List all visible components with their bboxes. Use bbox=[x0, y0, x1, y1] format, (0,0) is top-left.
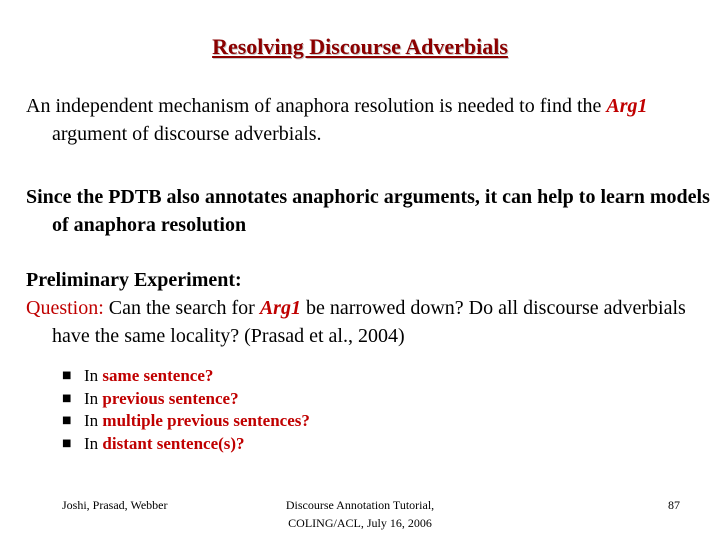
bullet-prefix: In bbox=[84, 411, 103, 430]
question-text-a: Can the search for bbox=[103, 297, 260, 319]
square-bullet-icon: ■ bbox=[62, 437, 72, 449]
p1-text-b: argument of discourse adverbials. bbox=[52, 123, 322, 145]
slide-title: Resolving Discourse Adverbials bbox=[212, 34, 508, 59]
square-bullet-icon: ■ bbox=[62, 370, 72, 381]
paragraph-pdtb: Since the PDTB also annotates anaphoric arguments, it can help to learn models of anaphora resolution bbox=[26, 186, 710, 236]
footer-event-line2: COLING/ACL, July 16, 2006 bbox=[288, 516, 432, 530]
list-item bbox=[62, 410, 310, 433]
paragraph-experiment bbox=[26, 266, 720, 350]
footer-event-line1: Discourse Annotation Tutorial, bbox=[285, 498, 435, 512]
experiment-heading: Preliminary Experiment: bbox=[26, 269, 242, 291]
page-number: 87 bbox=[668, 498, 680, 512]
question-arg1-term: Arg1 bbox=[259, 297, 301, 319]
p1-arg1-term: Arg1 bbox=[606, 95, 648, 117]
question-label: Question: bbox=[26, 297, 104, 319]
bullet-prefix: In bbox=[84, 388, 103, 408]
list-item bbox=[62, 365, 310, 388]
experiment-question bbox=[26, 294, 720, 350]
locality-bullet-list bbox=[62, 365, 310, 455]
list-item bbox=[62, 433, 310, 456]
p1-text-a: An independent mechanism of anaphora resolution is needed to find the bbox=[26, 95, 607, 117]
bullet-prefix: In bbox=[84, 433, 103, 453]
bullet-highlight: multiple previous sentences? bbox=[102, 411, 310, 430]
bullet-highlight: previous sentence? bbox=[102, 388, 239, 408]
footer-authors: Joshi, Prasad, Webber bbox=[62, 498, 168, 512]
square-bullet-icon: ■ bbox=[62, 392, 72, 404]
footer-event bbox=[250, 496, 470, 532]
bullet-highlight: same sentence? bbox=[102, 366, 214, 385]
paragraph-anaphora-mechanism bbox=[26, 92, 720, 148]
bullet-prefix: In bbox=[84, 366, 103, 385]
list-item bbox=[62, 388, 310, 411]
square-bullet-icon: ■ bbox=[62, 415, 72, 426]
question-text-b: be narrowed down? Do all discourse adverbials have the same locality? (Prasad et al., 2004) bbox=[52, 297, 686, 347]
bullet-highlight: distant sentence(s)? bbox=[102, 433, 245, 453]
